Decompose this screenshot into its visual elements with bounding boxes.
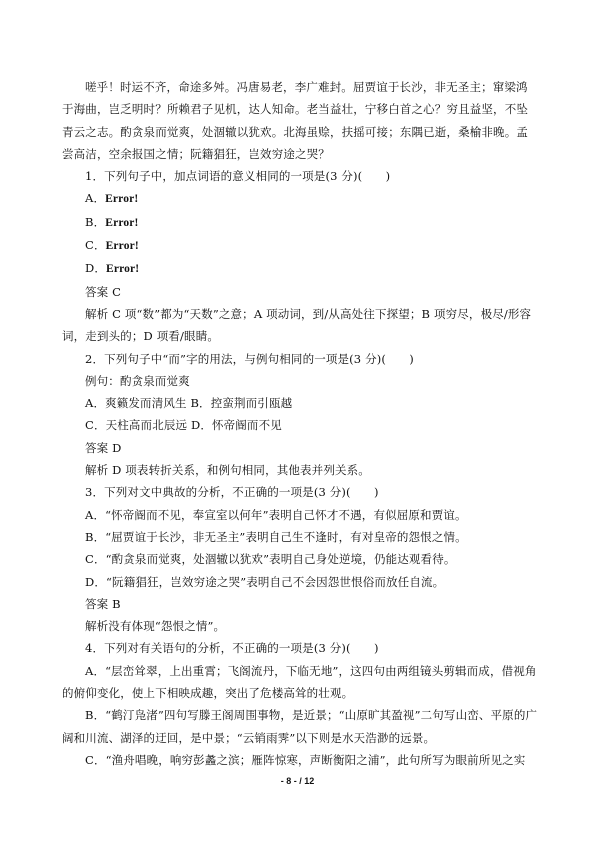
- q2-analysis: 解析 D 项表转折关系，和例句相同，其他表并列关系。: [85, 463, 370, 478]
- q3-option-b: B．“屈贾谊于长沙，非无圣主”表明自己生不逢时，有对皇帝的怨恨之情。: [85, 529, 467, 544]
- question-1: [62, 165, 532, 347]
- q2-options-cd: C．天柱高而北辰远 D．怀帝阍而不见: [85, 418, 282, 433]
- document-body: [62, 76, 538, 771]
- option-prefix: C．: [85, 238, 106, 253]
- question-2-stem: 2．下列句子中“而”字的用法，与例句相同的一项是(3 分)( ): [85, 351, 414, 366]
- q3-analysis: 解析没有体现“怨恨之情”。: [85, 619, 226, 634]
- q1-option-d: [62, 257, 532, 280]
- q4-option-a: A．“层峦耸翠，上出重霄；飞阁流丹，下临无地”，这四句由两组镜头剪辑而成，借视角: [85, 663, 537, 678]
- option-prefix: D．: [85, 261, 107, 276]
- passage: [62, 76, 532, 165]
- question-3: [62, 481, 532, 637]
- q3-answer: 答案 B: [85, 596, 121, 611]
- q2-answer: 答案 D: [85, 440, 122, 455]
- question-4: [62, 637, 538, 771]
- question-1-stem: 1．下列句子中，加点词语的意义相同的一项是(3 分)( ): [85, 169, 391, 184]
- question-3-stem: 3．下列对文中典故的分析，不正确的一项是(3 分)( ): [85, 485, 379, 500]
- passage-line: 青云之志。酌贪泉而觉爽，处涸辙以犹欢。北海虽赊，扶摇可接；东隅已逝，桑榆非晚。孟: [62, 124, 528, 139]
- passage-line: 于海曲，岂乏明时？所赖君子见机，达人知命。老当益壮，宁移白首之心？穷且益坚，不坠: [62, 102, 528, 117]
- q3-option-c: C．“酌贪泉而觉爽，处涸辙以犹欢”表明自己身处逆境，仍能达观看待。: [85, 552, 456, 567]
- q1-analysis: 词，走到头的；D 项看/眼睛。: [62, 329, 219, 344]
- option-text: Error!: [105, 193, 139, 206]
- q3-option-a: A．“怀帝阍而不见，奉宣室以何年”表明自己怀才不遇，有似屈原和贾谊。: [85, 507, 467, 522]
- q1-option-a: [62, 187, 532, 210]
- q2-options-ab: A．爽籁发而清风生 B．控蛮荆而引瓯越: [85, 396, 293, 411]
- option-prefix: B．: [85, 214, 106, 229]
- q4-option-b: B．“鹤汀凫渚”四句写滕王阁周围事物，是近景；“山原旷其盈视”二句写山峦、平原的广: [85, 708, 538, 723]
- page-number: - 8 - / 12: [280, 776, 315, 786]
- q2-example: 例句：酌贪泉而觉爽: [85, 373, 190, 388]
- option-text: Error!: [105, 216, 139, 229]
- option-text: Error!: [106, 263, 140, 276]
- passage-line: 嗟乎！时运不齐，命途多舛。冯唐易老，李广难封。屈贾谊于长沙，非无圣主；窜梁鸿: [85, 80, 528, 94]
- q3-option-d: D．“阮籍猖狂，岂效穷途之哭”表明自己不会因怨世恨俗而放任自流。: [85, 574, 445, 589]
- question-2: [62, 348, 532, 482]
- q1-option-c: [62, 234, 532, 257]
- q1-analysis: 解析 C 项“数”都为“天数”之意；A 项动词，到/从高处往下探望；B 项穷尽，极尽/形容: [85, 306, 532, 321]
- passage-line: 尝高洁，空余报国之情；阮籍猖狂，岂效穷途之哭？: [62, 146, 330, 161]
- option-text: Error!: [105, 240, 139, 253]
- option-prefix: A．: [85, 191, 106, 206]
- question-4-stem: 4．下列对有关语句的分析，不正确的一项是(3 分)( ): [85, 641, 379, 656]
- q1-option-b: [62, 211, 532, 234]
- q4-option-b-cont: 阔和川流、湖泽的迂回，是中景；“云销雨霁”以下则是水天浩渺的远景。: [62, 730, 436, 745]
- q4-option-c: C．“渔舟唱晚，响穷彭蠡之滨；雁阵惊寒，声断衡阳之浦”，此句所写为眼前所见之实: [85, 752, 526, 767]
- q1-answer: 答案 C: [85, 284, 122, 299]
- q4-option-a-cont: 的俯仰变化，使上下相映成趣，突出了危楼高耸的壮观。: [62, 686, 354, 701]
